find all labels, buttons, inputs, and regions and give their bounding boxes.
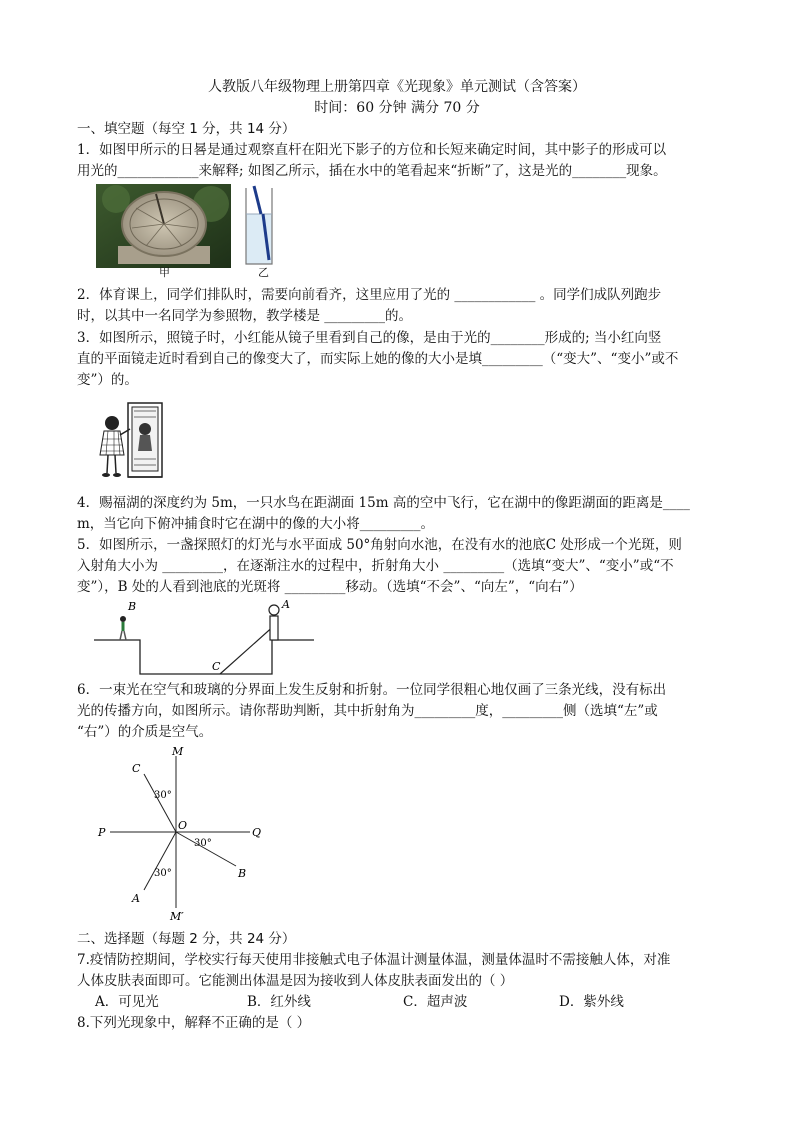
ray-label-Q: Q: [252, 826, 262, 839]
ray-angle-upper: 30°: [154, 790, 172, 801]
question-8-line-1: 8.下列光现象中，解释不正确的是（ ）: [77, 1015, 311, 1031]
section-heading-fill-in: 一、填空题（每空 1 分，共 14 分）: [77, 121, 296, 137]
question-3-line-2: 直的平面镜走近时看到自己的像变大了，而实际上她的像的大小是填_________（“变大”、“变小”或不: [77, 351, 679, 367]
document-subtitle: 时间：60 分钟 满分 70 分: [314, 100, 480, 116]
ray-label-P: P: [98, 826, 106, 839]
ray-label-M-prime: M′: [170, 910, 184, 922]
document-title: 人教版八年级物理上册第四章《光现象》单元测试（含答案）: [208, 79, 586, 95]
question-1-line-2: 用光的____________来解释; 如图乙所示，插在水中的笔看起来“折断”了，这是光的________现象。: [77, 163, 667, 179]
pool-label-A: A: [282, 598, 290, 611]
question-2-line-1: 2．体育课上，同学们排队时，需要向前看齐，这里应用了光的 ____________ 。同学们成队列跑步: [77, 287, 662, 303]
ray-angle-right: 30°: [194, 838, 212, 849]
question-6-line-2: 光的传播方向，如图所示。请你帮助判断，其中折射角为_________度，_________侧（选填“左”或: [77, 703, 658, 719]
pool-label-B: B: [128, 600, 137, 613]
question-4-line-2: m，当它向下俯冲捕食时它在湖中的像的大小将_________。: [77, 516, 435, 532]
question-7-option-a: A．可见光: [95, 994, 159, 1010]
ray-label-C: C: [132, 762, 141, 775]
question-1-line-1: 1．如图甲所示的日晷是通过观察直杆在阳光下影子的方位和长短来确定时间，其中影子的形成可以: [77, 142, 667, 158]
ray-label-B: B: [238, 867, 247, 880]
question-3-line-1: 3．如图所示，照镜子时，小红能从镜子里看到自己的像，是由于光的________形成的; 当小红向竖: [77, 330, 662, 346]
question-5-line-2: 入射角大小为 _________，在逐渐注水的过程中，折射角大小 _________（选填“变大”、“变小”或“不: [77, 558, 674, 574]
question-6-line-1: 6．一束光在空气和玻璃的分界面上发生反射和折射。一位同学很粗心地仅画了三条光线，没有标出: [77, 682, 667, 698]
question-7-line-2: 人体皮肤表面即可。它能测出体温是因为接收到人体皮肤表面发出的（ ）: [77, 973, 514, 989]
question-5-line-3: 变”），B 处的人看到池底的光斑将 _________移动。（选填“不会”、“向左”，“向右”）: [77, 579, 583, 595]
girl-mirror-figure: [98, 399, 166, 483]
question-6-line-3: “右”）的介质是空气。: [77, 724, 213, 740]
caption-jia: 甲: [159, 266, 170, 279]
ray-angle-lower: 30°: [154, 868, 172, 879]
pool-searchlight-figure: [90, 596, 318, 678]
ray-label-A: A: [132, 892, 140, 905]
section-heading-choice: 二、选择题（每题 2 分，共 24 分）: [77, 931, 296, 947]
ray-label-O: O: [178, 819, 188, 832]
question-7-option-b: B．红外线: [247, 994, 311, 1010]
question-3-line-3: 变”）的。: [77, 372, 138, 388]
light-ray-diagram: [92, 746, 272, 922]
glass-with-pen-figure: [242, 184, 278, 268]
pool-label-C: C: [212, 660, 221, 673]
question-5-line-1: 5．如图所示，一盏探照灯的灯光与水平面成 50°角射向水池，在没有水的池底C 处形成一个光斑，则: [77, 537, 682, 553]
question-7-option-c: C．超声波: [403, 994, 468, 1010]
question-7-line-1: 7.疫情防控期间，学校实行每天使用非接触式电子体温计测量体温，测量体温时不需接触人体，对准: [77, 952, 671, 968]
question-4-line-1: 4．赐福湖的深度约为 5m，一只水鸟在距湖面 15m 高的空中飞行，它在湖中的像距湖面的距离是____: [77, 495, 690, 511]
sundial-photo: [96, 184, 231, 268]
question-2-line-2: 时，以其中一名同学为参照物，教学楼是 _________的。: [77, 308, 413, 324]
caption-yi: 乙: [258, 266, 269, 279]
ray-label-M: M: [172, 746, 184, 758]
question-7-option-d: D．紫外线: [559, 994, 624, 1010]
